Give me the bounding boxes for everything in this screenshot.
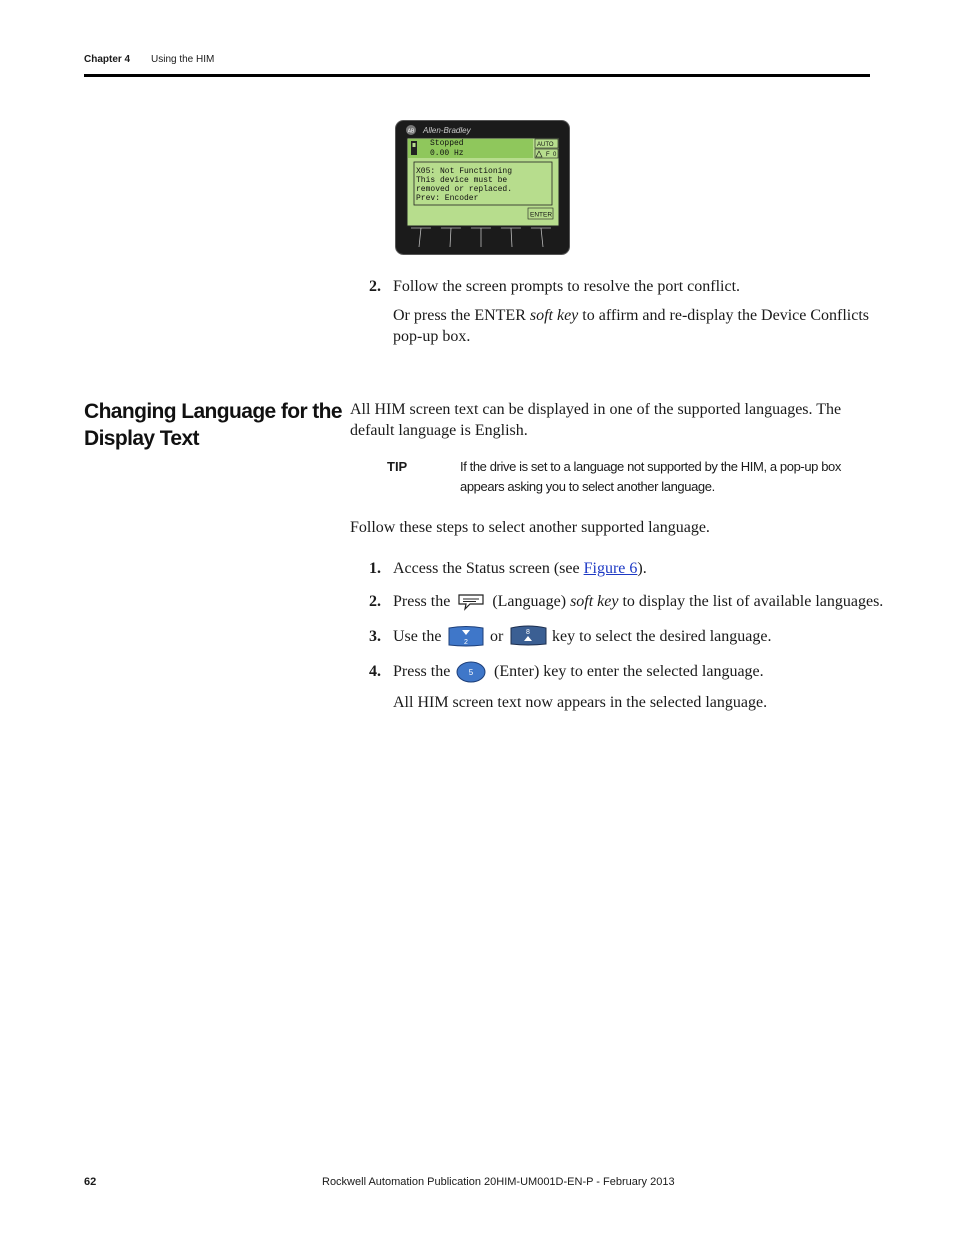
up-arrow-key-icon xyxy=(510,624,547,646)
lead-paragraph: Follow these steps to select another supported language. xyxy=(350,519,710,536)
publication-info: Rockwell Automation Publication 20HIM-UM001D-EN-P - February 2013 xyxy=(322,1176,675,1188)
step-3-or: or xyxy=(490,628,504,645)
port-text: 0 xyxy=(553,152,557,158)
status-text: Stopped xyxy=(430,139,464,148)
him-device-figure xyxy=(395,120,570,255)
frequency-text: 0.00 Hz xyxy=(430,149,464,158)
down-arrow-key-icon xyxy=(448,626,484,647)
header-rule xyxy=(84,74,870,77)
chapter-label: Chapter 4 xyxy=(84,54,131,65)
popup-line-3: removed or replaced. xyxy=(416,185,513,194)
step-2-text: Press the (Language) soft key to display the list of available languages. xyxy=(393,591,883,612)
direction-text: F xyxy=(546,152,550,158)
svg-text:8: 8 xyxy=(526,629,530,636)
brand-text: Allen-Bradley xyxy=(423,126,471,135)
chapter-title: Using the HIM xyxy=(151,54,215,65)
enter-key-icon xyxy=(456,661,486,683)
section-heading: Changing Language for the Display Text xyxy=(84,400,342,450)
closing-text: All HIM screen text now appears in the selected language. xyxy=(393,694,768,711)
enter-soft-label: ENTER xyxy=(530,211,553,219)
language-icon xyxy=(456,592,486,612)
step-subtext-cont: pop-up box. xyxy=(393,328,471,345)
step-text: Follow the screen prompts to resolve the port conflict. xyxy=(393,278,741,295)
step-3-text: Use the xyxy=(393,628,442,645)
step-3-text-end: key to select the desired language. xyxy=(552,628,772,645)
step-number: 2. xyxy=(369,278,381,295)
step-4-number: 4. xyxy=(369,663,381,680)
step-4-text: Press the xyxy=(393,663,451,680)
popup-line-4: Prev: Encoder xyxy=(416,194,479,203)
page-number: 62 xyxy=(84,1176,97,1188)
svg-text:2: 2 xyxy=(464,639,468,646)
step-1-number: 1. xyxy=(369,560,381,577)
step-4-text-end: (Enter) key to enter the selected language. xyxy=(494,663,764,680)
tip-label: TIP xyxy=(387,459,408,474)
figure-6-link[interactable]: Figure 6 xyxy=(583,560,638,577)
mode-text: AUTO xyxy=(537,142,554,148)
step-1-text: Access the Status screen (see Figure 6). xyxy=(393,560,647,577)
tip-text: If the drive is set to a language not supported by the HIM, a pop-up box appears asking you to select another language. xyxy=(460,459,841,494)
popup-line-1: X05: Not Functioning xyxy=(416,167,513,176)
svg-text:5: 5 xyxy=(468,668,474,677)
popup-line-2: This device must be xyxy=(416,176,508,185)
step-2-number: 2. xyxy=(369,593,381,610)
intro-paragraph: All HIM screen text can be displayed in one of the supported languages. The default language is English. xyxy=(350,401,842,439)
step-subtext: Or press the ENTER soft key to affirm and re-display the Device Conflicts xyxy=(393,307,870,324)
svg-text:AB: AB xyxy=(407,128,415,135)
step-3-number: 3. xyxy=(369,628,381,645)
